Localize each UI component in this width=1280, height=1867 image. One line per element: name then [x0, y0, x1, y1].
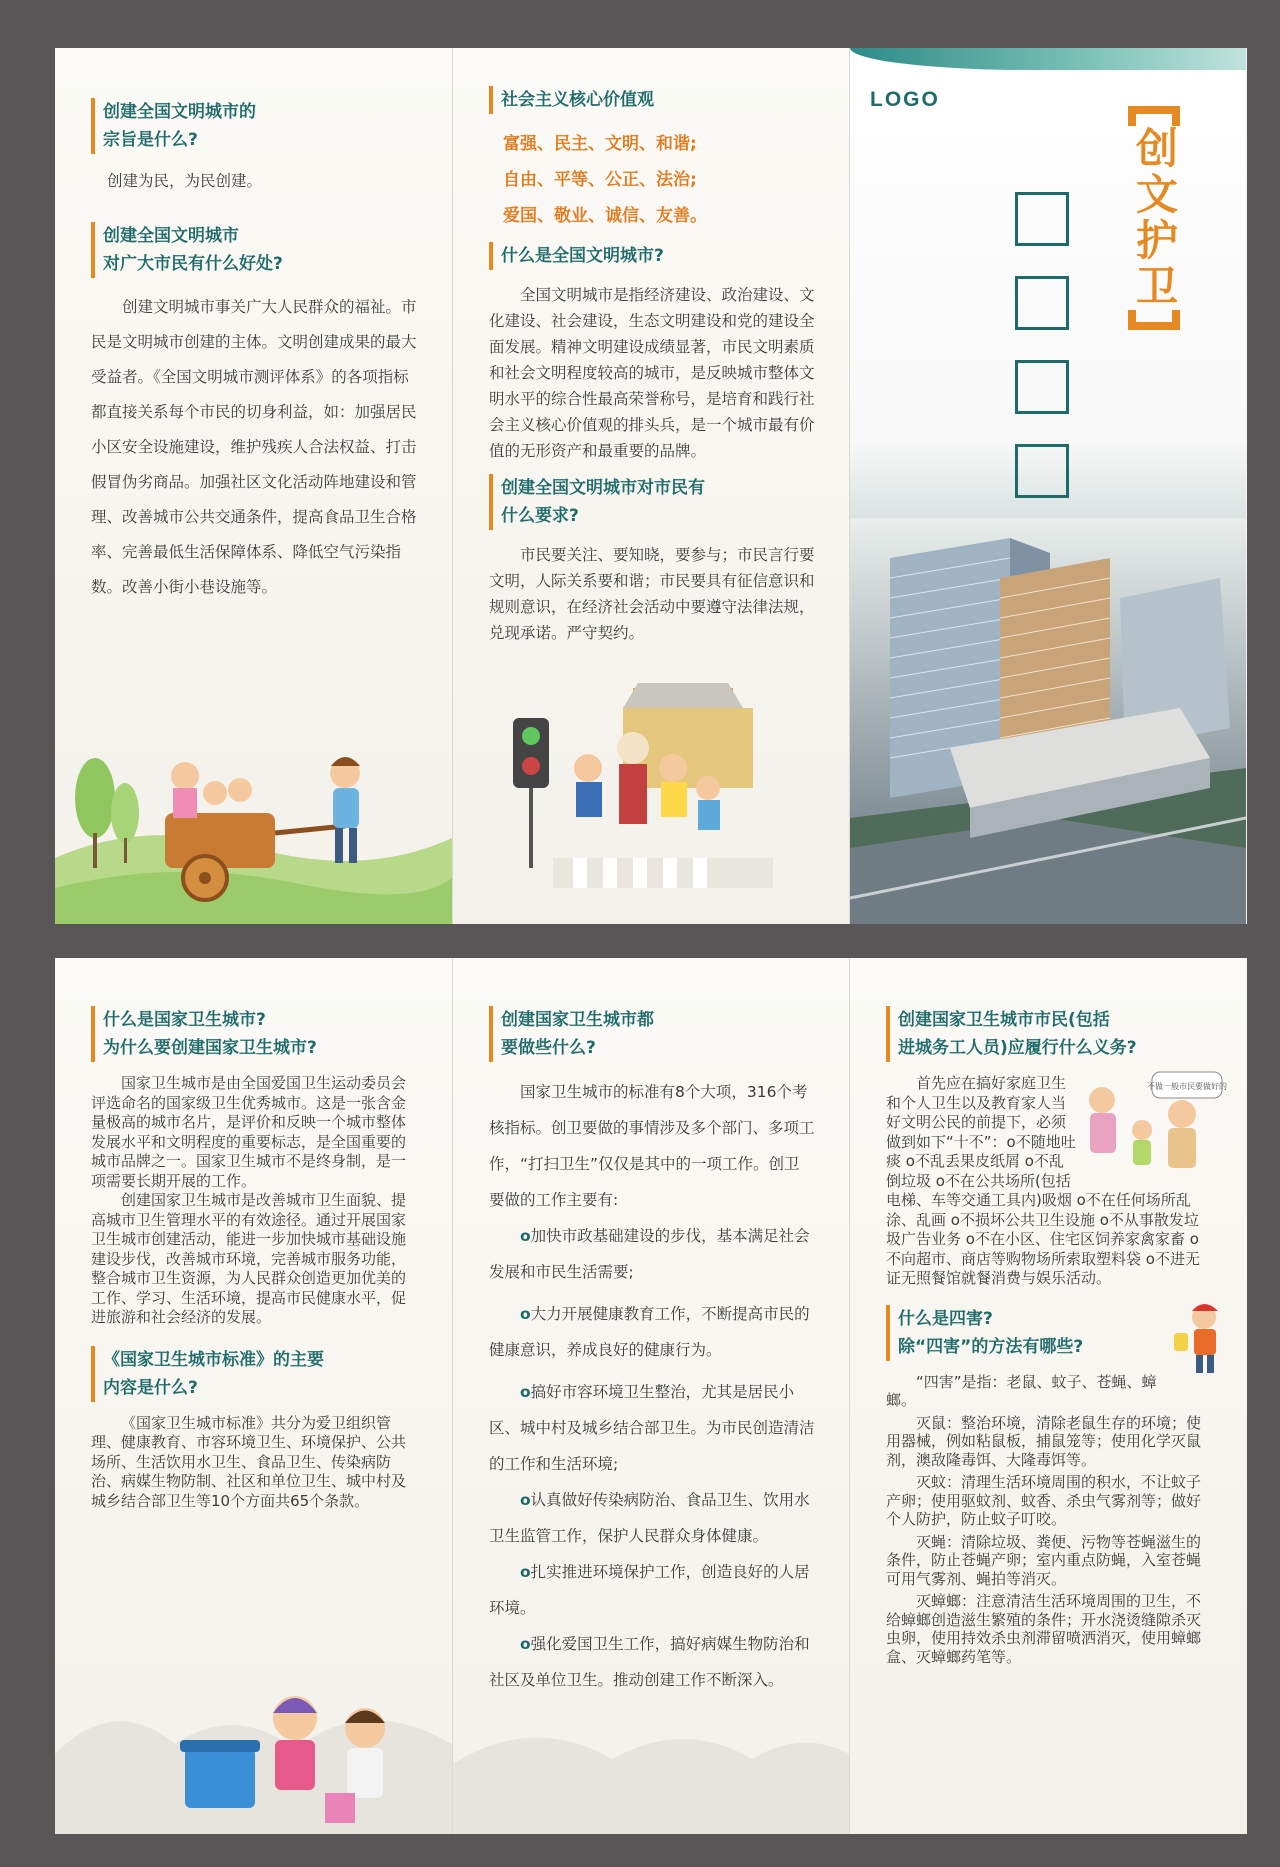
- answer-health-city-a: 国家卫生城市是由全国爱国卫生运动委员会评选命名的国家级卫生优秀城市。这是一张含金量极高的城市名片，是评价和反映一个城市整体发展水平和文明程度的重要标志，是全国重要的城市品牌之一。国家卫生城市不是终身制，是一项需要长期开展的工作。: [91, 1074, 407, 1190]
- brochure-outside: [55, 48, 1247, 924]
- family-illustration: [1082, 1070, 1232, 1175]
- speech-bubble-text: 不做一般市民要做好的: [1147, 1082, 1227, 1091]
- heading-core-values: 社会主义核心价值观: [489, 86, 815, 114]
- heading-health-tasks: 创建国家卫生城市都 要做些什么?: [489, 1006, 815, 1062]
- city-building-image: [850, 518, 1246, 924]
- core-values-list: 富强、民主、文明、和谐; 自由、平等、公正、法治; 爱国、敬业、诚信、友善。: [503, 134, 707, 226]
- answer-health-standard: 《国家卫生城市标准》共分为爱卫组织管理、健康教育、市容环境卫生、环境保护、公共场所、生活饮用水卫生、食品卫生、传染病防治、病媒生物防制、社区和单位卫生、城中村及城乡结合部卫生等10个方面共65个条款。: [91, 1413, 407, 1510]
- list-item: o加快市政基础建设的步伐，基本满足社会发展和市民生活需要;: [489, 1227, 810, 1281]
- cover-title: [1126, 106, 1182, 396]
- bracket-bottom: [1128, 310, 1180, 330]
- panel-health-city: [55, 958, 452, 1834]
- task-list: [489, 1218, 815, 1698]
- cover-top-band: [850, 48, 1246, 70]
- brochure-inside: [55, 958, 1247, 1834]
- panel-civilized-city-purpose: [55, 48, 452, 924]
- placeholder-box: [1015, 360, 1069, 414]
- list-item: o扎实推进环境保护工作，创造良好的人居环境。: [489, 1563, 810, 1617]
- list-item: o大力开展健康教育工作，不断提高市民的健康意识，养成良好的健康行为。: [489, 1305, 810, 1359]
- bracket-top: [1128, 106, 1180, 126]
- heading-health-standard: 《国家卫生城市标准》的主要 内容是什么?: [91, 1346, 418, 1402]
- heading-benefits: 创建全国文明城市 对广大市民有什么好处?: [91, 222, 418, 278]
- four-pests-section: [886, 1305, 1212, 1667]
- crosswalk-illustration: [513, 678, 793, 908]
- answer-purpose: 创建为民，为民创建。: [107, 172, 263, 190]
- duties-block: [886, 1074, 1227, 1289]
- placeholder-box: [1015, 444, 1069, 498]
- heading-citizen-duties: 创建国家卫生城市市民(包括 进城务工人员)应履行什么义务?: [886, 1006, 1212, 1062]
- kids-cleaning-illustration: [175, 1678, 435, 1828]
- four-pests-intro: “四害”是指：老鼠、蚊子、苍蝇、蟑螂。: [886, 1372, 1157, 1409]
- logo: LOGO: [870, 88, 940, 111]
- panel-citizen-duties: [849, 958, 1246, 1834]
- ink-mountains-background: [453, 1634, 849, 1834]
- fly-control: 灭蝇：清除垃圾、粪便、污物等苍蝇滋生的条件，防止苍蝇产卵；室内重点防蝇，入室苍蝇可用气雾剂、蝇拍等消灭。: [886, 1532, 1202, 1588]
- panel-core-values: [452, 48, 849, 924]
- heading-four-pests: 什么是四害? 除“四害”的方法有哪些?: [886, 1305, 1212, 1361]
- boy-spraying-illustration: [1164, 1297, 1234, 1377]
- title-placeholder-boxes: [1015, 192, 1069, 528]
- answer-citizen-requirements: 市民要关注、要知晓，要参与；市民言行要文明，人际关系要和谐；市民要具有征信意识和规则意识，在经济社会活动中要遵守法律法规，兑现承诺。严守契约。: [489, 546, 815, 642]
- heading-citizen-requirements: 创建全国文明城市对市民有 什么要求?: [489, 474, 815, 530]
- panel-health-tasks: [452, 958, 849, 1834]
- intro-health-tasks: 国家卫生城市的标准有8个大项，316个考核指标。创卫要做的事情涉及多个部门、多项工作，“打扫卫生”仅仅是其中的一项工作。创卫要做的工作主要有:: [489, 1083, 815, 1209]
- rat-control: 灭鼠：整治环境，清除老鼠生存的环境；使用器械，例如粘鼠板，捕鼠笼等；使用化学灭鼠剂，澳敌隆毒饵、大隆毒饵等。: [886, 1413, 1202, 1469]
- answer-what-is-civilized-city: 全国文明城市是指经济建设、政治建设、文化建设、社会建设，生态文明建设和党的建设全面发展。精神文明建设成绩显著，市民文明素质和社会文明程度较高的城市，是反映城市整体文明水平的综合性最高荣誉称号，是培育和践行社会主义核心价值观的排头兵，是一个城市最有价值的无形资产和最重要的品牌。: [489, 286, 815, 460]
- answer-health-city-b: 创建国家卫生城市是改善城市卫生面貌、提高城市卫生管理水平的有效途径。通过开展国家卫生城市创建活动，能进一步加快城市基础设施建设步伐，改善城市环境，完善城市服务功能，整合城市卫生资源，为人民群众创造更加优美的工作、学习、生活环境，提高市民健康水平，促进旅游和社会经济的发展。: [91, 1191, 407, 1326]
- list-item: o强化爱国卫生工作，搞好病媒生物防治和社区及单位卫生。推动创建工作不断深入。: [489, 1635, 810, 1689]
- placeholder-box: [1015, 192, 1069, 246]
- list-item: o认真做好传染病防治、食品卫生、饮用水卫生监管工作，保护人民群众身体健康。: [489, 1491, 810, 1545]
- cover-panel: [849, 48, 1246, 924]
- cover-title-text: 创文护卫: [1130, 126, 1179, 310]
- answer-benefits: 创建文明城市事关广大人民群众的福祉。市民是文明城市创建的主体。文明创建成果的最大受益者。《全国文明城市测评体系》的各项指标都直接关系每个市民的切身利益，如：加强居民小区安全设施建设，维护残疾人合法权益、打击假冒伪劣商品。加强社区文化活动阵地建设和管理、改善城市公共交通条件，提高食品卫生合格率、完善最低生活保障体系、降低空气污染指数。改善小街小巷设施等。: [91, 298, 417, 596]
- family-cart-illustration: [55, 738, 452, 924]
- answer-citizen-duties: 首先应在搞好家庭卫生和个人卫生以及教育家人当好文明公民的前提下，必须做到如下“十不”：o不随地吐痰 o不乱丢果皮纸屑 o不乱倒垃圾 o不在公共场所(包括电梯、车等交通工具内)吸烟 o不在任何场所乱涂、乱画 o不损坏公共卫生设施 o不从事散发垃圾广告业务 o不在小区、住宅区饲养家禽家畜 o不向超市、商店等购物场所索取塑料袋 o不进无证无照餐馆就餐消费与娱乐活动。: [886, 1074, 1200, 1287]
- mosquito-control: 灭蚊：清理生活环境周围的积水，不让蚊子产卵；使用驱蚊剂、蚊香、杀虫气雾剂等；做好个人防护，防止蚊子叮咬。: [886, 1473, 1202, 1528]
- placeholder-box: [1015, 276, 1069, 330]
- heading-what-is-civilized-city: 什么是全国文明城市?: [489, 242, 815, 270]
- cockroach-control: 灭蟑螂：注意清洁生活环境周围的卫生，不给蟑螂创造滋生繁殖的条件；开水浇烫缝隙杀灭虫卵，使用持效杀虫剂滞留喷洒消灭，使用蟑螂盒、灭蟑螂药笔等。: [886, 1592, 1202, 1666]
- list-item: o搞好市容环境卫生整治，尤其是居民小区、城中村及城乡结合部卫生。为市民创造清洁的工作和生活环境;: [489, 1383, 815, 1473]
- heading-what-is-health-city: 什么是国家卫生城市? 为什么要创建国家卫生城市?: [91, 1006, 418, 1062]
- heading-purpose: 创建全国文明城市的 宗旨是什么?: [91, 98, 418, 154]
